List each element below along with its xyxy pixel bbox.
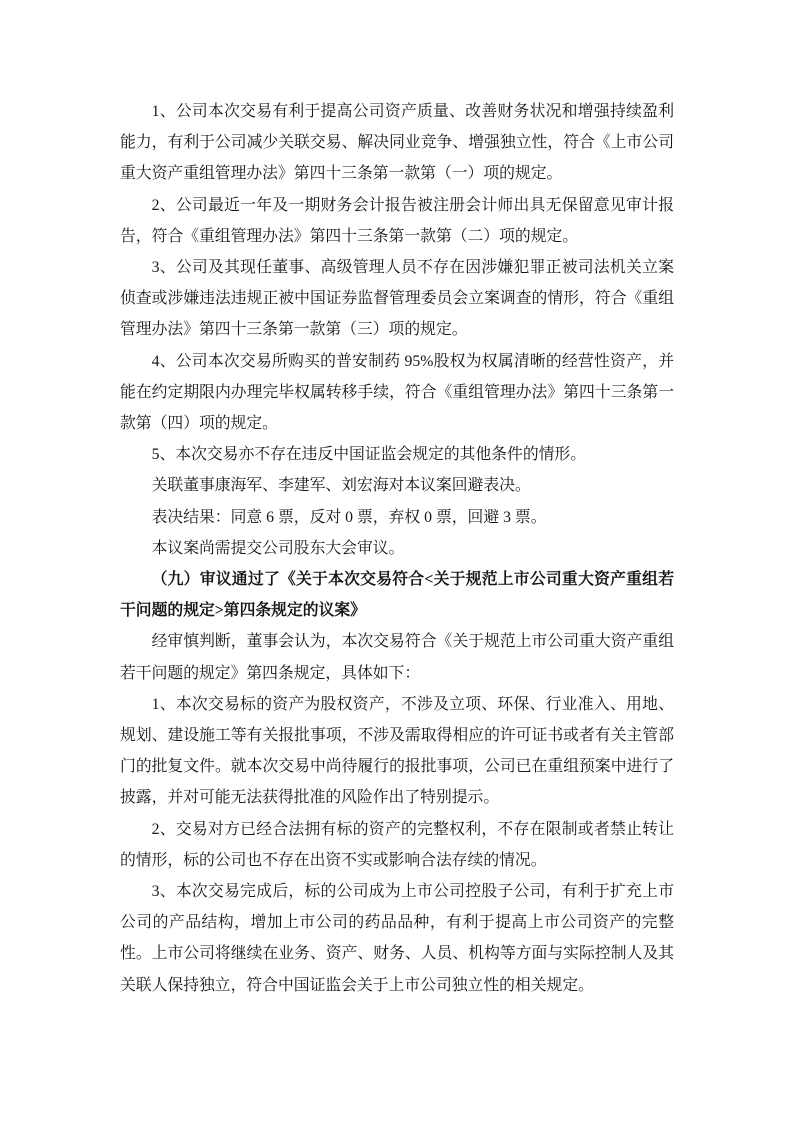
paragraph: 2、交易对方已经合法拥有标的资产的完整权利，不存在限制或者禁止转让的情形，标的公司也不存在出资不实或影响合法存续的情况。 <box>120 820 674 869</box>
paragraph: 本议案尚需提交公司股东大会审议。 <box>151 539 405 557</box>
paragraph: 关联董事康海军、李建军、刘宏海对本议案回避表决。 <box>151 477 531 495</box>
paragraph: 2、公司最近一年及一期财务会计报告被注册会计师出具无保留意见审计报告，符合《重组管理办法》第四十三条第一款第（二）项的规定。 <box>120 196 674 245</box>
paragraph: 经审慎判断，董事会认为，本次交易符合《关于规范上市公司重大资产重组若干问题的规定》第四条规定，具体如下： <box>120 633 674 682</box>
paragraph: 1、本次交易标的资产为股权资产，不涉及立项、环保、行业准入、用地、规划、建设施工等有关报批事项，不涉及需取得相应的许可证书或者有关主管部门的批复文件。就本次交易中尚待履行的报批事项，公司已在重组预案中进行了披露，并对可能无法获得批准的风险作出了特别提示。 <box>120 695 674 807</box>
paragraph: 3、公司及其现任董事、高级管理人员不存在因涉嫌犯罪正被司法机关立案侦查或涉嫌违法违规正被中国证券监督管理委员会立案调查的情形，符合《重组管理办法》第四十三条第一款第（三）项的规定。 <box>120 259 674 339</box>
paragraph: 5、本次交易亦不存在违反中国证监会规定的其他条件的情形。 <box>151 446 587 464</box>
paragraph: 4、公司本次交易所购买的普安制药 95%股权为权属清晰的经营性资产，并能在约定期限内办理完毕权属转移手续，符合《重组管理办法》第四十三条第一款第（四）项的规定。 <box>120 352 674 433</box>
section-heading: （九）审议通过了《关于本次交易符合<关于规范上市公司重大资产重组若干问题的规定>第四条规定的议案》 <box>120 571 674 620</box>
paragraph: 3、本次交易完成后，标的公司成为上市公司控股子公司，有利于扩充上市公司的产品结构，增加上市公司的药品品种，有利于提高上市公司资产的完整性。上市公司将继续在业务、资产、财务、人员、机构等方面与实际控制人及其关联人保持独立，符合中国证监会关于上市公司独立性的相关规定。 <box>120 883 674 994</box>
paragraph: 表决结果：同意 6 票，反对 0 票，弃权 0 票，回避 3 票。 <box>151 508 547 526</box>
paragraph: 1、公司本次交易有利于提高公司资产质量、改善财务状况和增强持续盈利能力，有利于公司减少关联交易、解决同业竞争、增强独立性，符合《上市公司重大资产重组管理办法》第四十三条第一款第（一）项的规定。 <box>120 103 674 183</box>
